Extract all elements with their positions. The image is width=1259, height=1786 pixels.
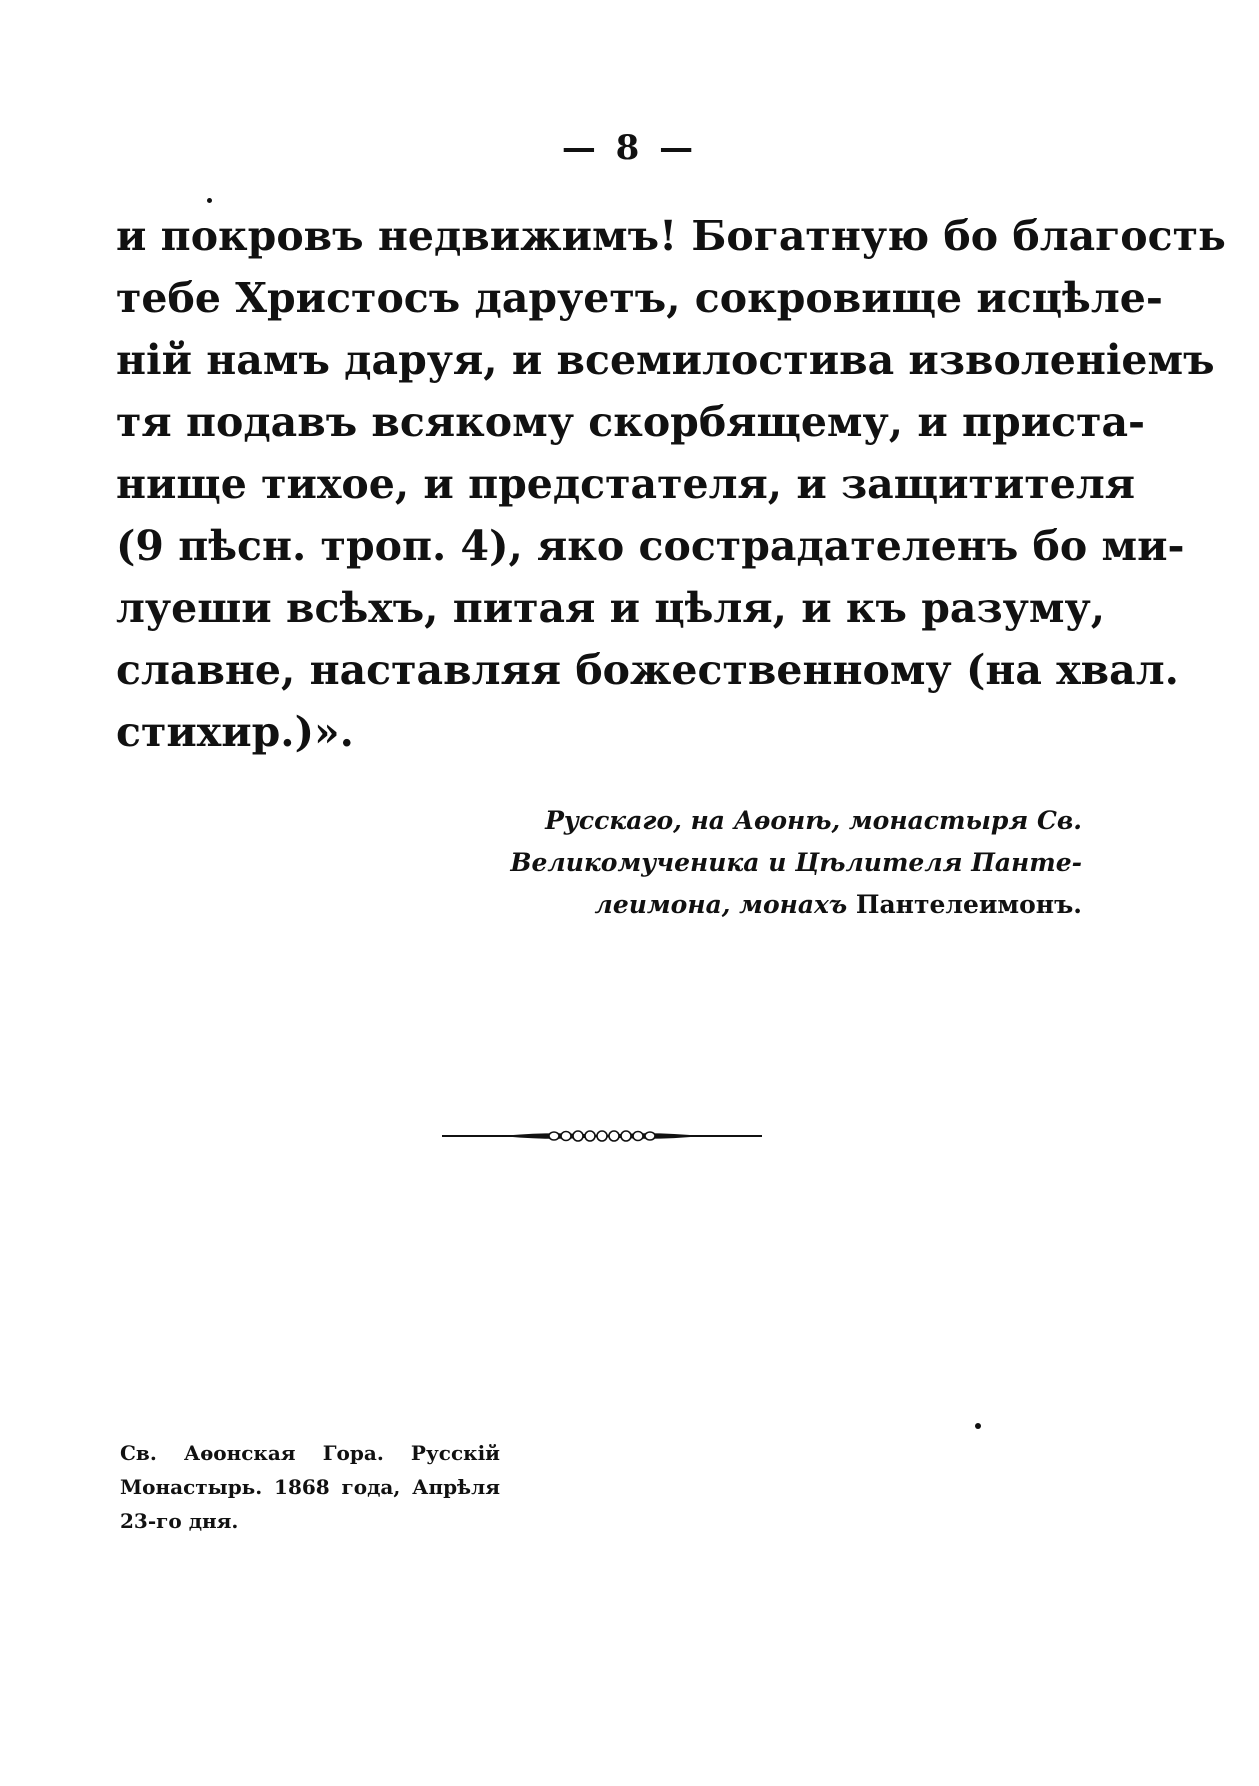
body-line: стихир.)». bbox=[116, 708, 354, 756]
body-line: тебе Христосъ даруетъ, сокровище исцѣле- bbox=[116, 274, 1163, 322]
body-text bbox=[116, 205, 1226, 763]
body-line: нище тихое, и предстателя, и защитителя bbox=[116, 460, 1136, 508]
body-line: луеши всѣхъ, питая и цѣля, и къ разуму, bbox=[116, 584, 1106, 632]
signature bbox=[510, 800, 1082, 926]
body-line: славне, наставляя божественному (на хвал. bbox=[116, 646, 1179, 694]
imprint-line: Монастырь. 1868 года, Апрѣля bbox=[120, 1475, 500, 1499]
print-speck bbox=[975, 1423, 981, 1429]
page-number: — 8 — bbox=[561, 128, 698, 168]
ornament-divider bbox=[442, 1126, 762, 1146]
body-line: и покровъ недвижимъ! Богатную бо благость bbox=[116, 212, 1226, 260]
imprint-line: 23-го дня. bbox=[120, 1509, 239, 1533]
body-line: (9 пѣсн. троп. 4), яко сострадателенъ бо ми- bbox=[116, 522, 1185, 570]
imprint-line: Св. Аѳонская Гора. Русскій bbox=[120, 1441, 500, 1465]
signature-line-prefix: леимона, монахъ bbox=[594, 890, 856, 919]
signature-line: Великомученика и Цѣлителя Панте- bbox=[510, 848, 1082, 877]
body-line: ній намъ даруя, и всемилостива изволеніемъ bbox=[116, 336, 1215, 384]
signature-line bbox=[510, 884, 1082, 926]
signature-line: Русскаго, на Аѳонѣ, монастыря Св. bbox=[545, 806, 1082, 835]
imprint bbox=[120, 1436, 500, 1538]
body-line: тя подавъ всякому скорбящему, и приста- bbox=[116, 398, 1146, 446]
author-name: Пантелеимонъ. bbox=[855, 890, 1082, 919]
print-speck bbox=[207, 198, 212, 203]
